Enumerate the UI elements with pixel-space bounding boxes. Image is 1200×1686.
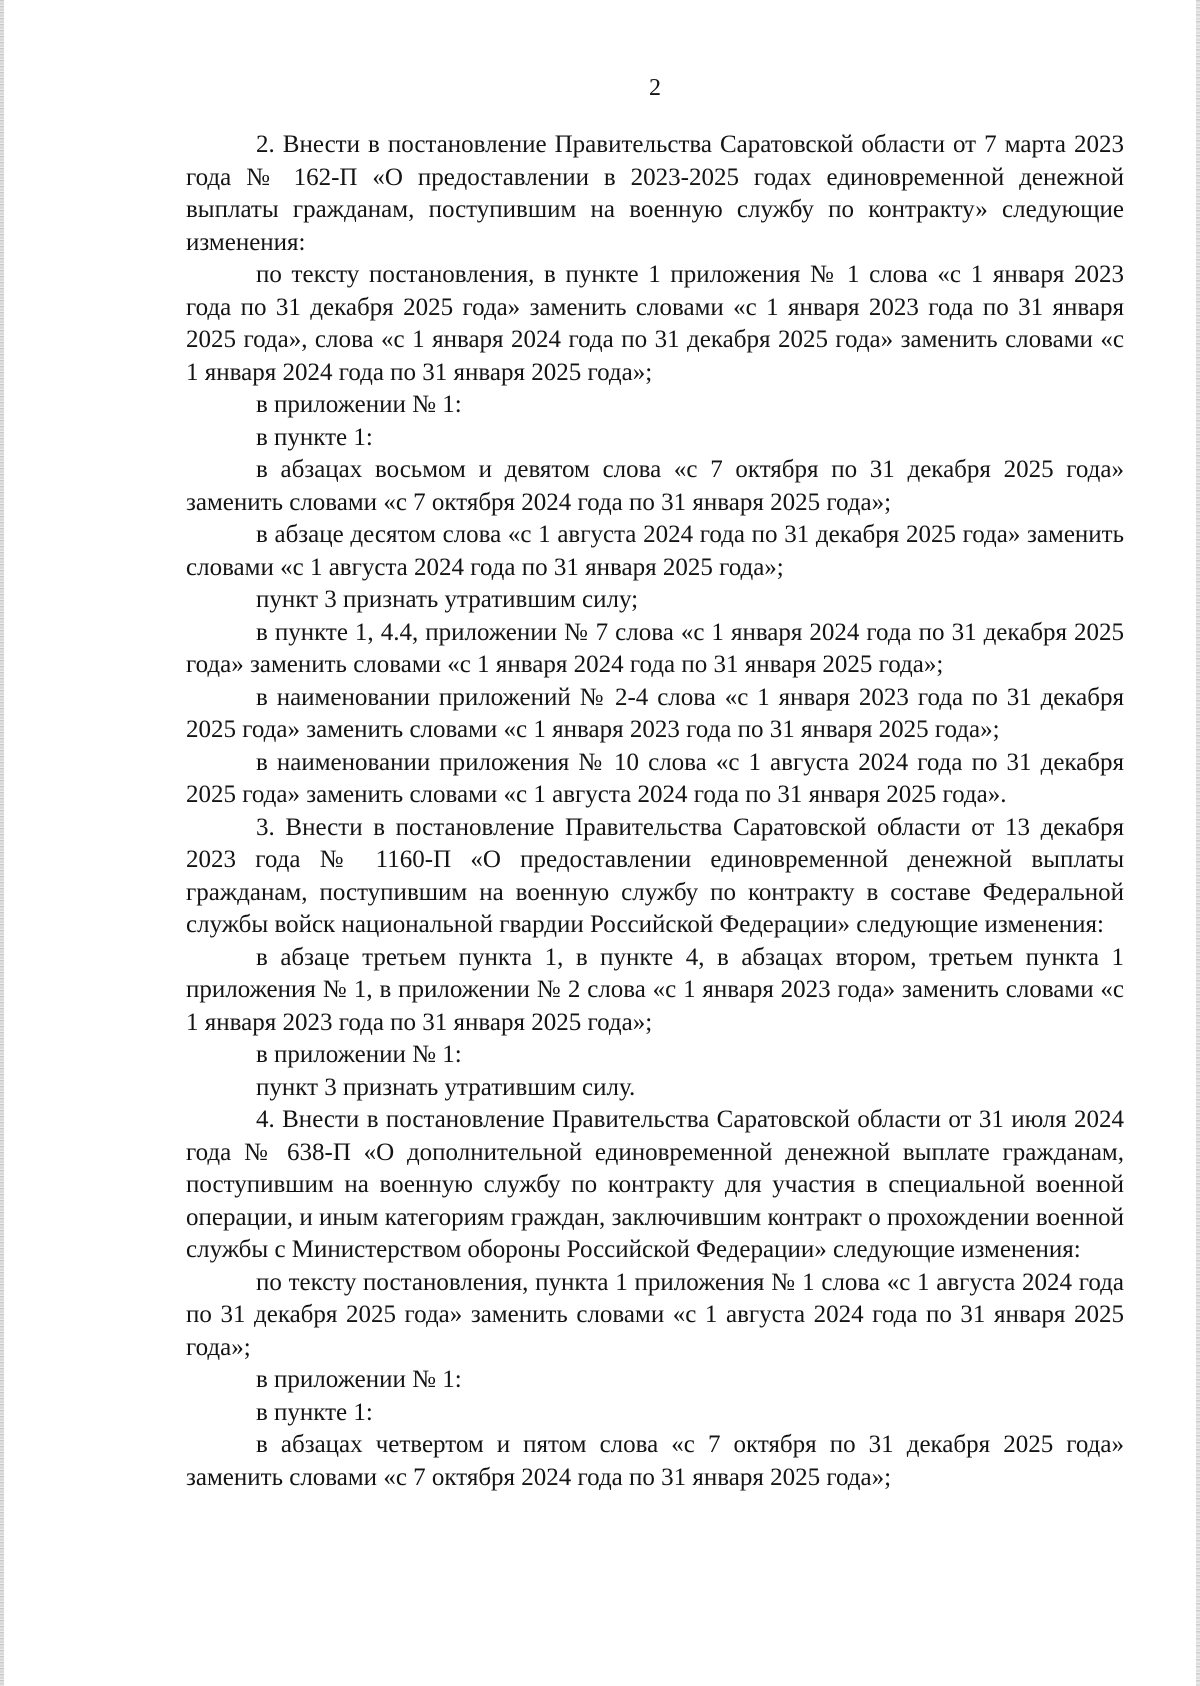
- paragraph: пункт 3 признать утратившим силу.: [256, 1073, 636, 1101]
- page-number: 2: [649, 75, 661, 101]
- paragraph: в пункте 1:: [256, 423, 373, 451]
- document-body: [186, 129, 1124, 1494]
- paragraph: в абзацах восьмом и девятом слова «с 7 октября по 31 декабря 2025 года» заменить словами «с 7 октября 2024 года по 31 января 2025 года»;: [186, 456, 1124, 516]
- paragraph: в приложении № 1:: [256, 1366, 462, 1393]
- paragraph: в наименовании приложения № 10 слова «с 1 августа 2024 года по 31 декабря 2025 года» заменить словами «с 1 августа 2024 года по 31 января 2025 года».: [186, 748, 1124, 808]
- paragraph: в приложении № 1:: [256, 1041, 462, 1068]
- paragraph: в абзаце третьем пункта 1, в пункте 4, в абзацах втором, третьем пункта 1 приложения № 1, в приложении № 2 слова «с 1 января 2023 года» заменить словами «с 1 января 2023 года по 31 января 2025 года»;: [186, 943, 1124, 1036]
- paragraph: по тексту постановления, пункта 1 приложения № 1 слова «с 1 августа 2024 года по 31 декабря 2025 года» заменить словами «с 1 августа 2024 года по 31 января 2025 года»;: [186, 1268, 1124, 1361]
- paragraph: по тексту постановления, в пункте 1 приложения № 1 слова «с 1 января 2023 года по 31 декабря 2025 года» заменить словами «с 1 января 2023 года по 31 января 2025 года», слова «с 1 января 2024 года по 31 декабря 2025 года» заменить словами «с 1 января 2024 года по 31 января 2025 года»;: [186, 261, 1124, 386]
- paragraph: в пункте 1:: [256, 1398, 373, 1426]
- paragraph: пункт 3 признать утратившим силу;: [256, 586, 639, 613]
- paragraph-item-2: 2. Внести в постановление Правительства Саратовской области от 7 марта 2023 года № 162-П «О предоставлении в 2023-2025 годах единовременной денежной выплаты гражданам, поступившим на военную службу по контракту» следующие изменения:: [186, 131, 1124, 256]
- paragraph-item-3: 3. Внести в постановление Правительства Саратовской области от 13 декабря 2023 года № 1160-П «О предоставлении единовременной денежной выплаты гражданам, поступившим на военную службу по контракту в составе Федеральной службы войск национальной гвардии Российской Федерации» следующие изменения:: [186, 813, 1124, 938]
- paragraph: в наименовании приложений № 2-4 слова «с 1 января 2023 года по 31 декабря 2025 года» заменить словами «с 1 января 2023 года по 31 января 2025 года»;: [186, 683, 1124, 743]
- paragraph-item-4: 4. Внести в постановление Правительства Саратовской области от 31 июля 2024 года № 638-П «О дополнительной единовременной денежной выплате гражданам, поступившим на военную службу по контракту для участия в специальной военной операции, и иным категориям граждан, заключившим контракт о прохождении военной службы с Министерством обороны Российской Федерации» следующие изменения:: [186, 1106, 1124, 1263]
- paragraph: в абзацах четвертом и пятом слова «с 7 октября по 31 декабря 2025 года» заменить словами «с 7 октября 2024 года по 31 января 2025 года»;: [186, 1431, 1124, 1491]
- scan-edge-left: [0, 0, 4, 1686]
- paragraph: в абзаце десятом слова «с 1 августа 2024 года по 31 декабря 2025 года» заменить словами «с 1 августа 2024 года по 31 января 2025 года»;: [186, 521, 1124, 581]
- scan-edge-right: [1196, 0, 1200, 1686]
- paragraph: в приложении № 1:: [256, 391, 462, 418]
- paragraph: в пункте 1, 4.4, приложении № 7 слова «с 1 января 2024 года по 31 декабря 2025 года» заменить словами «с 1 января 2024 года по 31 января 2025 года»;: [186, 618, 1124, 678]
